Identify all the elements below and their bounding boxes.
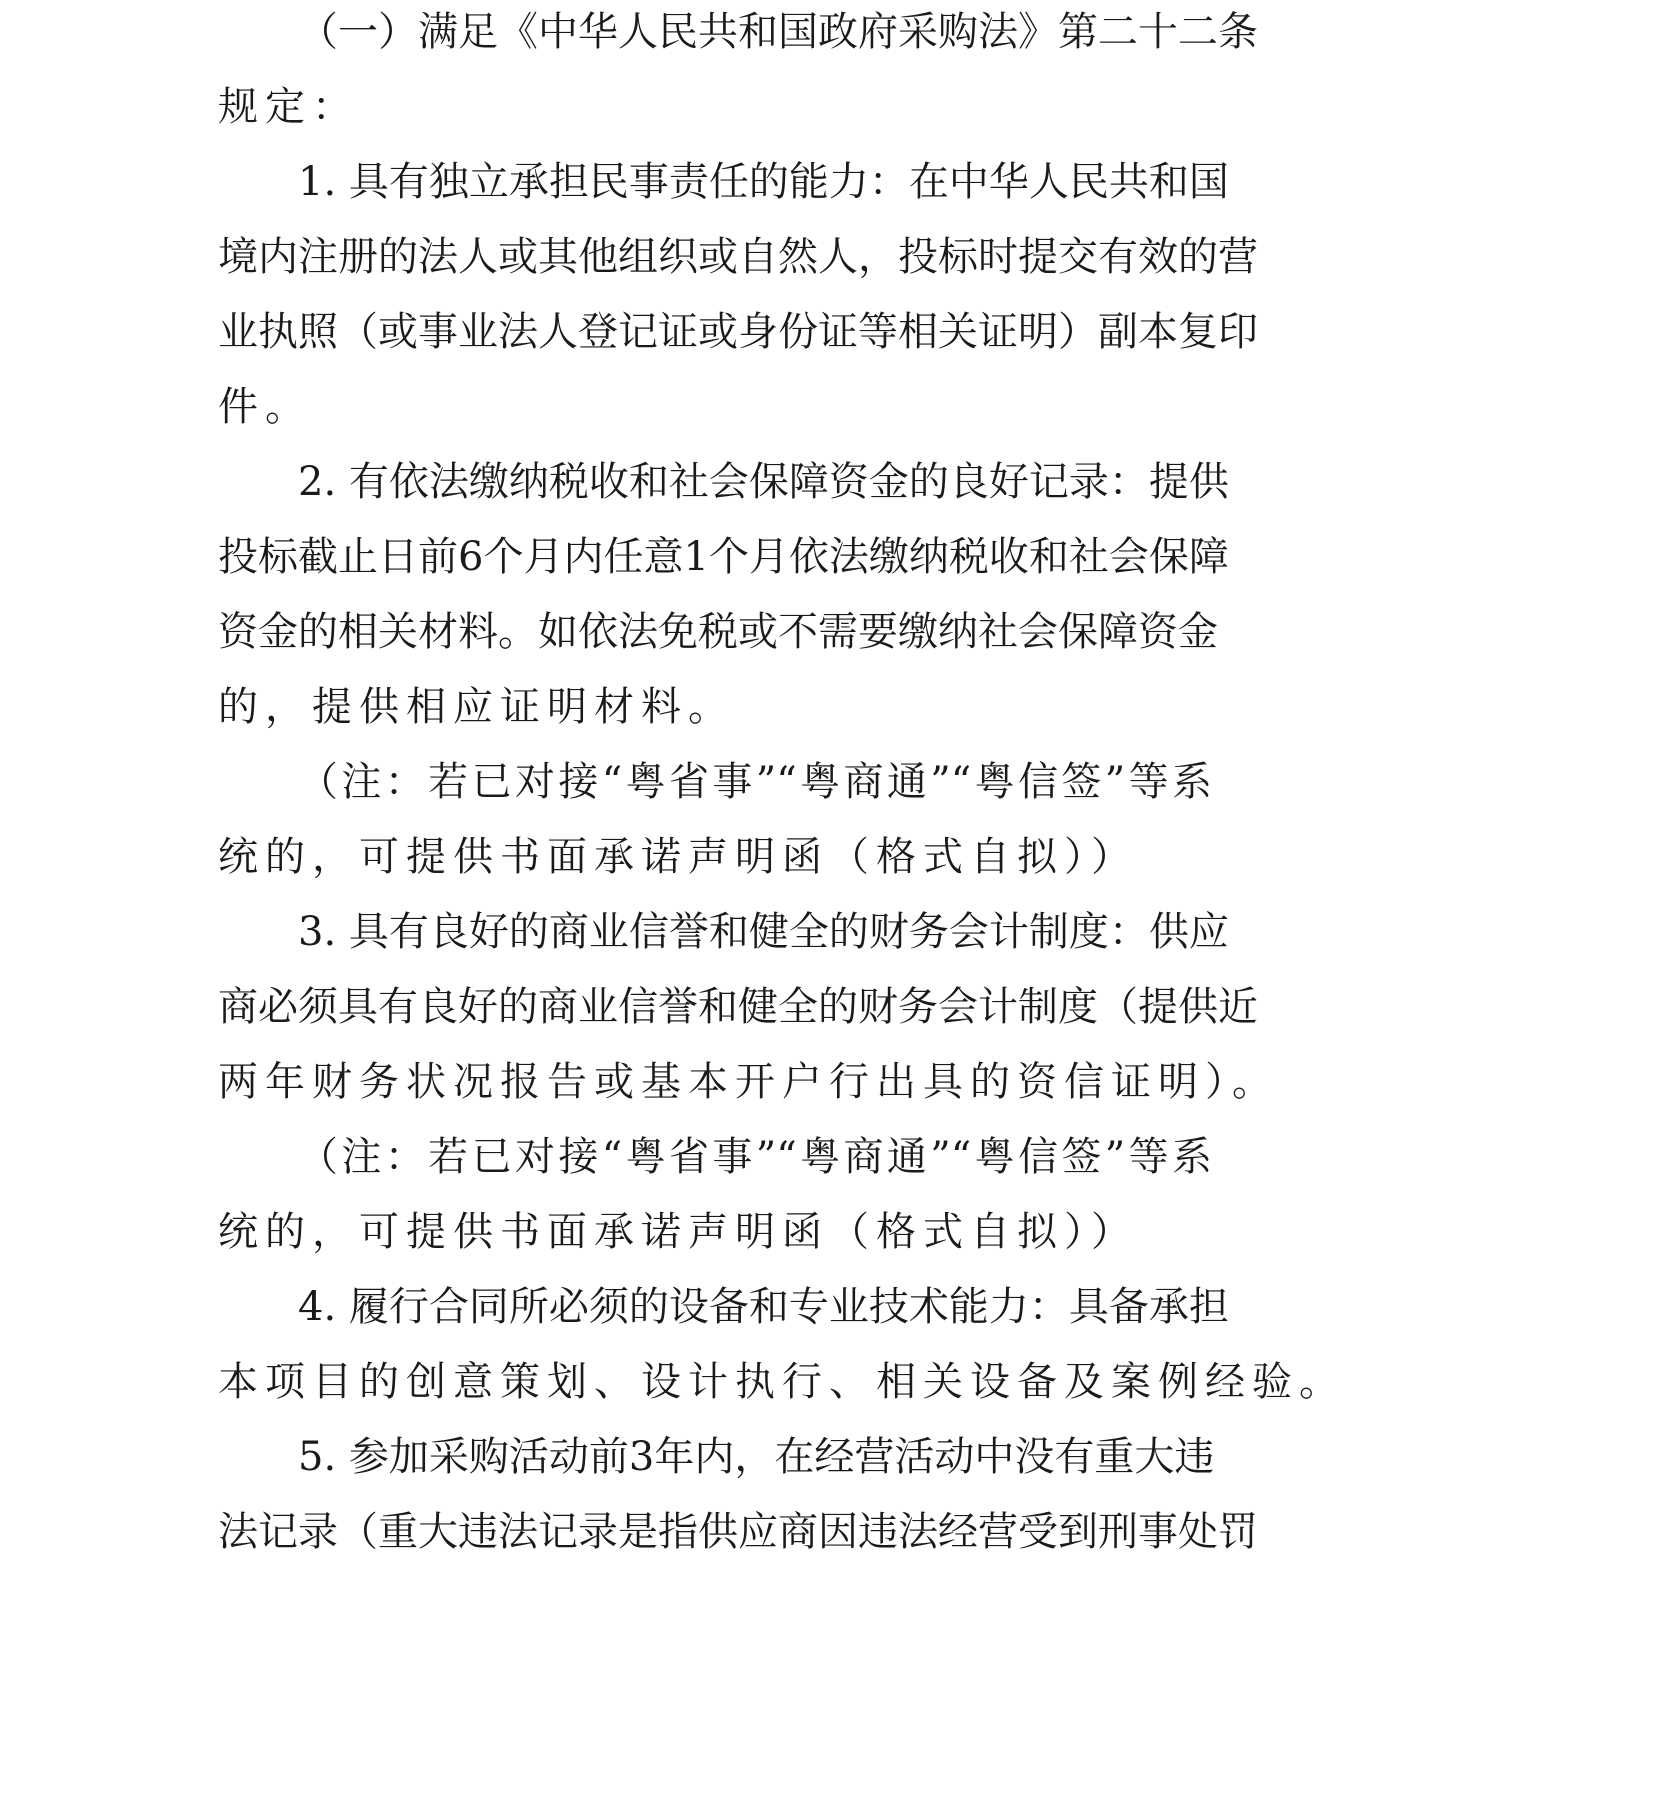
text-line: 境内注册的法人或其他组织或自然人，投标时提交有效的营 (218, 234, 1258, 280)
text-line: 两年财务状况报告或基本开户行出具的资信证明）。 (218, 1059, 1279, 1105)
text-line: 法记录（重大违法记录是指供应商因违法经营受到刑事处罚 (218, 1509, 1258, 1555)
text-line: 件。 (218, 384, 312, 430)
text-line: 商必须具有良好的商业信誉和健全的财务会计制度（提供近 (218, 984, 1258, 1030)
text-line: 统的，可提供书面承诺声明函（格式自拟）） (218, 834, 1138, 880)
text-line: （一）满足《中华人民共和国政府采购法》第二十二条 (298, 9, 1258, 55)
text-line: 规定： (218, 84, 359, 130)
text-line: 4. 履行合同所必须的设备和专业技术能力：具备承担 (298, 1284, 1229, 1330)
text-line: 的，提供相应证明材料。 (218, 684, 735, 730)
text-line: 投标截止日前6个月内任意1个月依法缴纳税收和社会保障 (218, 534, 1229, 580)
text-line: 统的，可提供书面承诺声明函（格式自拟）） (218, 1209, 1138, 1255)
text-line: 3. 具有良好的商业信誉和健全的财务会计制度：供应 (298, 909, 1229, 955)
text-line: 2. 有依法缴纳税收和社会保障资金的良好记录：提供 (298, 459, 1229, 505)
text-line: （注：若已对接“粤省事”“粤商通”“粤信签”等系 (298, 1134, 1212, 1180)
text-line: 5. 参加采购活动前3年内，在经营活动中没有重大违 (298, 1434, 1215, 1480)
text-line: 1. 具有独立承担民事责任的能力：在中华人民共和国 (298, 159, 1229, 205)
text-line: 本项目的创意策划、设计执行、相关设备及案例经验。 (218, 1359, 1346, 1405)
text-line: 资金的相关材料。如依法免税或不需要缴纳社会保障资金 (218, 609, 1218, 655)
text-line: （注：若已对接“粤省事”“粤商通”“粤信签”等系 (298, 759, 1212, 805)
text-line: 业执照（或事业法人登记证或身份证等相关证明）副本复印 (218, 309, 1258, 355)
